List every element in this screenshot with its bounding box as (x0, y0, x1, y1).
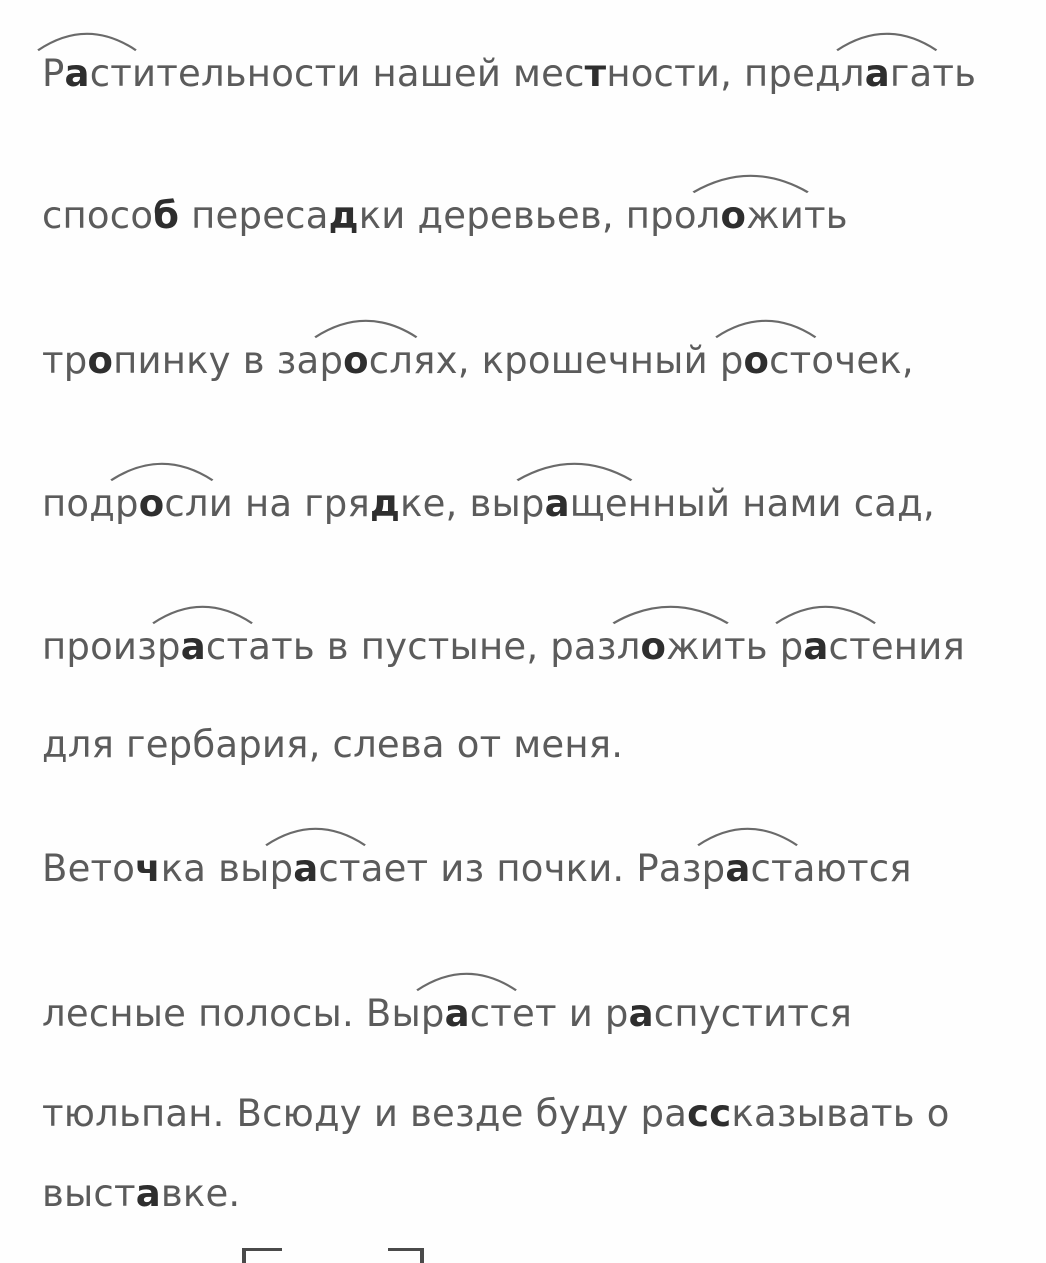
text-line (42, 337, 914, 385)
highlighted-letter: а (64, 52, 90, 95)
root-letter: ст (469, 992, 513, 1035)
highlighted-letter: ч (135, 847, 161, 890)
root-letter: ст (89, 52, 132, 95)
text-segment: тюльпан. Всюду и везде буду ра (42, 1092, 688, 1135)
root-arc-mark (714, 313, 818, 339)
highlighted-letter: о (343, 339, 369, 382)
highlighted-letter: т (584, 52, 607, 95)
text-segment: ения (870, 625, 965, 668)
highlighted-letter: а (628, 992, 654, 1035)
text-segment: под (42, 482, 116, 525)
root-arc-mark (515, 456, 634, 482)
highlighted-letter: о (87, 339, 114, 382)
text-line (42, 192, 848, 240)
root-letter: ст (769, 339, 812, 382)
root-letter: Р (42, 52, 65, 95)
root-arc-mark (415, 966, 518, 992)
text-segment: ть (723, 625, 780, 668)
root-letter: л (840, 52, 865, 95)
root-arc-mark (774, 599, 877, 625)
text-segment: лесные полосы. Вы (42, 992, 421, 1035)
text-line (42, 845, 912, 893)
highlighted-letter: сс (687, 1092, 732, 1135)
text-segment: спустится (653, 992, 853, 1035)
root-letter: ст (828, 625, 871, 668)
root-letter: сл (164, 482, 209, 525)
text-line (42, 990, 852, 1038)
root-letter: жи (666, 625, 724, 668)
root-letter: л (616, 625, 641, 668)
root-with-arc (702, 845, 793, 893)
text-segment: ки деревьев, про (358, 194, 697, 237)
root-with-arc (157, 623, 248, 671)
root-letter: л (696, 194, 721, 237)
highlighted-letter: а (180, 625, 206, 668)
highlighted-letter: о (640, 625, 667, 668)
root-letter: сл (368, 339, 414, 382)
root-with-arc (421, 990, 512, 1038)
root-arc-mark (151, 599, 254, 625)
highlighted-letter: а (135, 1172, 161, 1215)
root-arc-mark (696, 821, 799, 847)
text-segment: спосо (42, 194, 154, 237)
text-segment: Вето (42, 847, 136, 890)
cut-off-next-line (42, 1248, 1002, 1263)
text-segment: ях, крошечный (413, 339, 720, 382)
root-letter: р (319, 339, 344, 382)
root-arc-mark (109, 456, 215, 482)
root-with-arc (697, 192, 804, 240)
root-letter: ст (205, 625, 249, 668)
root-arc-mark (313, 313, 419, 339)
text-segment: ать в пустыне, раз (248, 625, 617, 668)
text-segment: аются (792, 847, 912, 890)
text-segment: ть (803, 194, 848, 237)
root-arc-mark (36, 26, 138, 52)
text-segment: казывать о (731, 1092, 950, 1135)
root-letter: р (719, 339, 744, 382)
text-segment: переса (179, 194, 329, 237)
root-letter: р (269, 847, 294, 890)
text-segment: пинку в за (113, 339, 320, 382)
highlighted-letter: а (544, 482, 570, 525)
highlighted-letter: о (720, 194, 747, 237)
root-arc-mark (691, 168, 810, 194)
text-line (42, 721, 623, 769)
root-with-arc (42, 50, 132, 98)
highlighted-letter: а (444, 992, 470, 1035)
text-segment: ает из почки. Раз (360, 847, 702, 890)
highlighted-letter: а (293, 847, 319, 890)
root-with-arc (115, 480, 209, 528)
text-segment: выст (42, 1172, 136, 1215)
root-with-arc (780, 623, 871, 671)
text-segment: ть (932, 52, 977, 95)
text-segment: и на гря (208, 482, 370, 525)
root-letter: р (701, 847, 726, 890)
highlighted-letter: о (743, 339, 770, 382)
root-letter: ще (569, 482, 628, 525)
root-letter: р (115, 482, 139, 525)
root-with-arc (319, 337, 413, 385)
text-segment: нный нами сад, (627, 482, 935, 525)
text-line (42, 480, 935, 528)
root-with-arc (521, 480, 628, 528)
text-segment: ности, пред (606, 52, 841, 95)
text-line (42, 623, 965, 671)
root-arc-mark (611, 599, 730, 625)
text-segment: очек, (811, 339, 914, 382)
root-with-arc (841, 50, 933, 98)
text-segment: ка вы (160, 847, 270, 890)
highlighted-letter: д (328, 194, 359, 237)
root-letter: га (889, 52, 933, 95)
highlighted-letter: а (864, 52, 890, 95)
highlighted-letter: а (803, 625, 829, 668)
text-segment: ке, вы (400, 482, 521, 525)
root-arc-mark (264, 821, 367, 847)
root-with-arc (720, 337, 812, 385)
root-arc-mark (835, 26, 939, 52)
highlighted-letter: б (153, 194, 180, 237)
root-letter: жи (746, 194, 804, 237)
root-with-arc (270, 845, 361, 893)
root-letter: р (157, 625, 181, 668)
root-with-arc (617, 623, 724, 671)
highlighted-letter: о (138, 482, 165, 525)
root-letter: р (520, 482, 545, 525)
root-letter: ст (750, 847, 793, 890)
text-segment: вке. (160, 1172, 241, 1215)
text-segment: ительности нашей мес (131, 52, 585, 95)
root-letter: р (779, 625, 804, 668)
text-line (42, 1090, 950, 1138)
text-line (42, 1170, 240, 1218)
text-segment: произ (42, 625, 158, 668)
highlighted-letter: д (369, 482, 401, 525)
root-letter: ст (318, 847, 361, 890)
text-segment: для гербария, слева от меня. (42, 723, 624, 766)
text-segment: тр (42, 339, 88, 382)
text-line (42, 50, 976, 98)
text-segment: ет и р (512, 992, 629, 1035)
root-letter: р (420, 992, 445, 1035)
highlighted-letter: а (725, 847, 751, 890)
